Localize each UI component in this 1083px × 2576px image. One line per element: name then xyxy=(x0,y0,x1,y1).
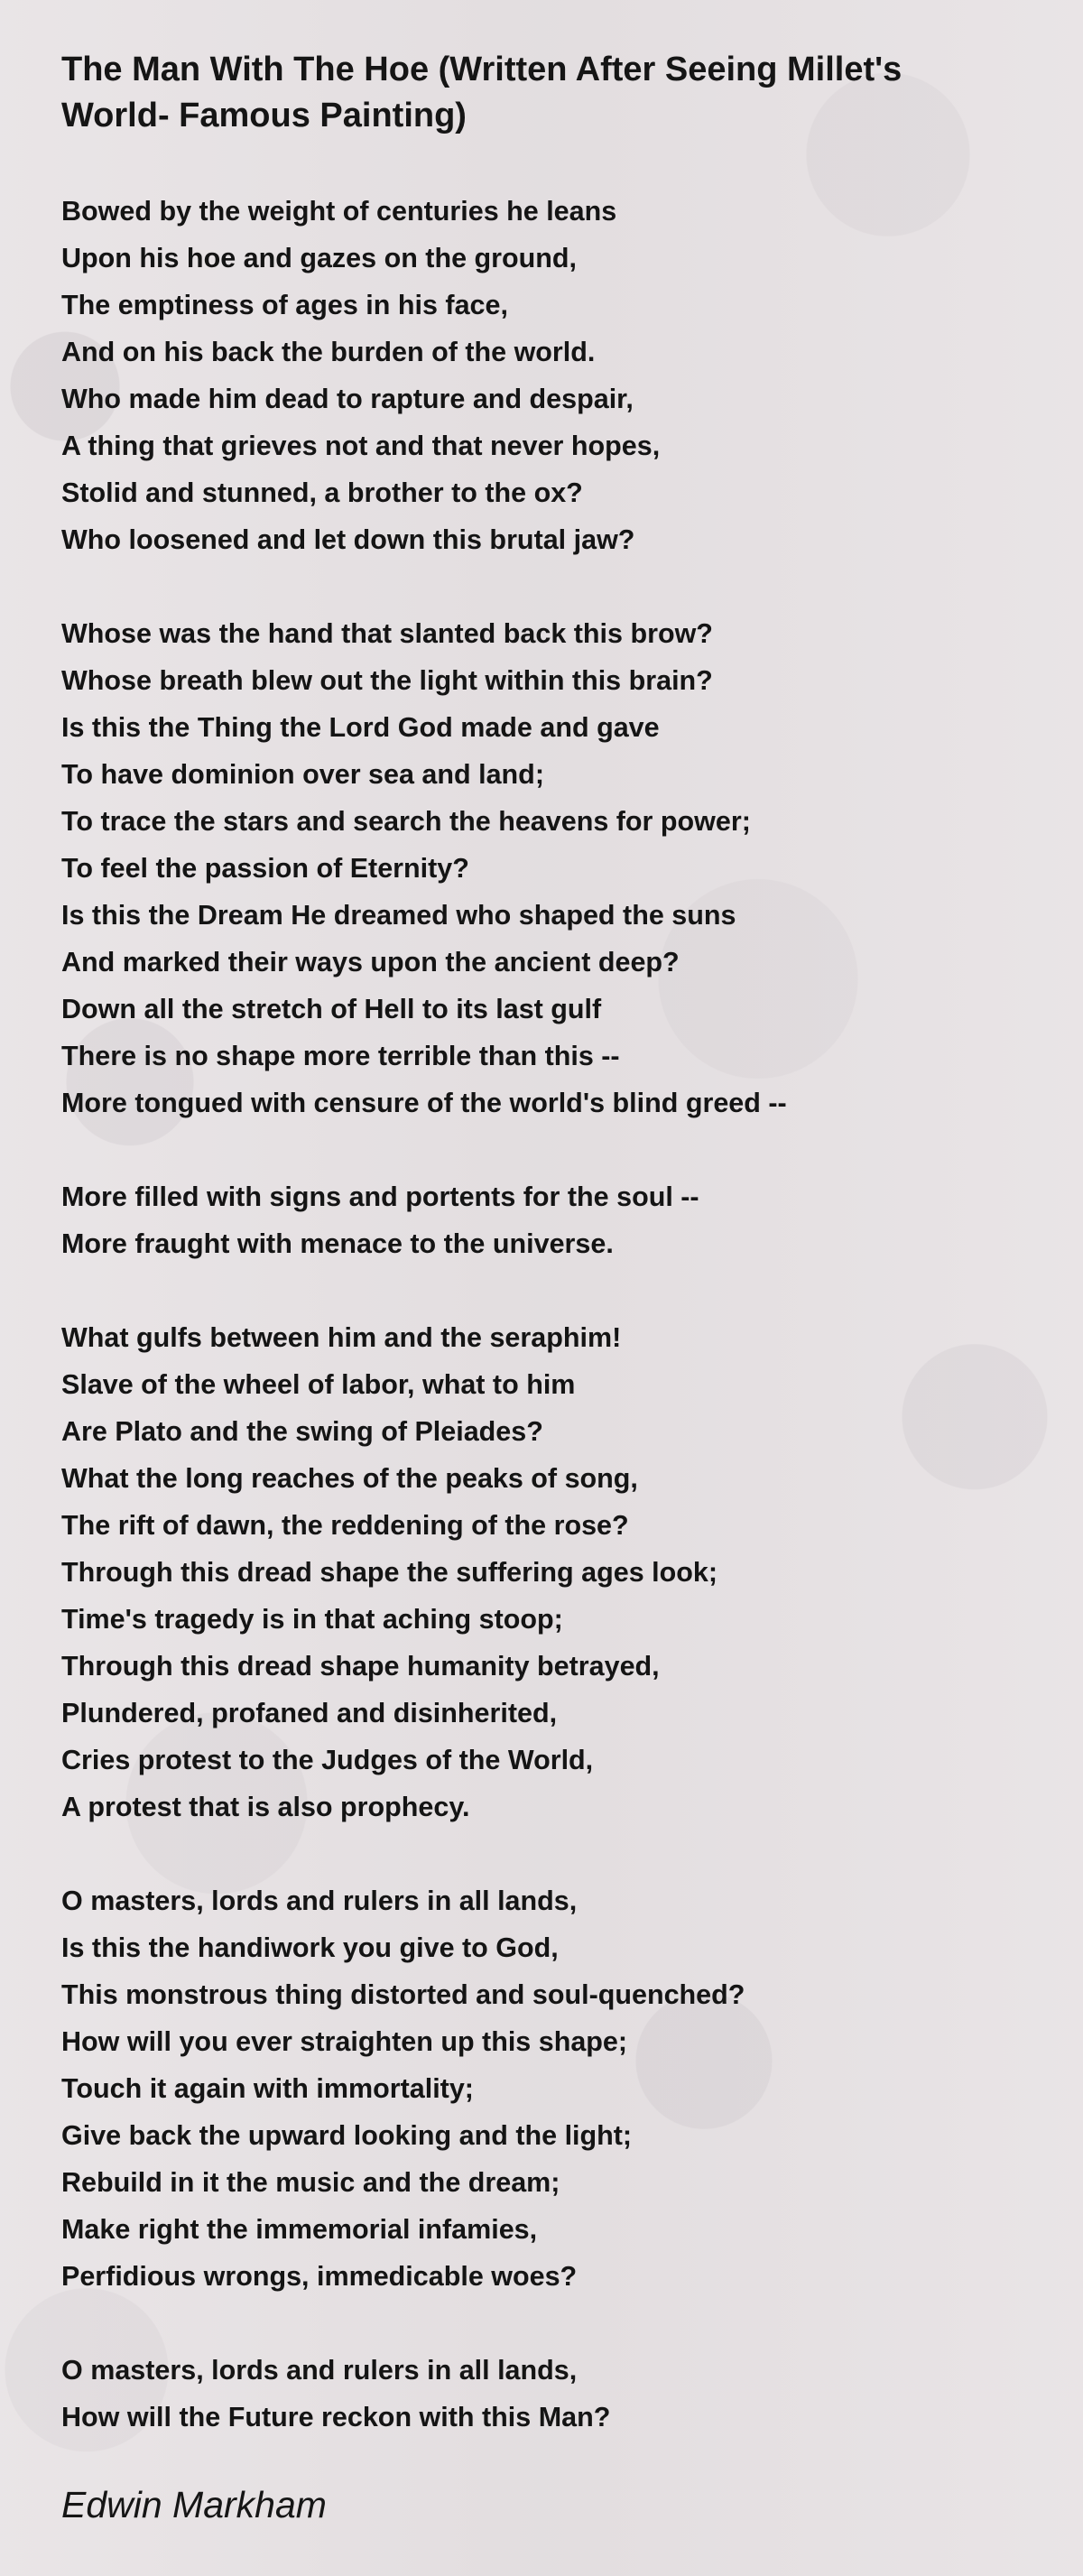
poem-line: Cries protest to the Judges of the World, xyxy=(61,1745,594,1775)
poem-line: To feel the passion of Eternity? xyxy=(61,853,469,884)
poem-author: Edwin Markham xyxy=(61,2484,327,2525)
poem-line: How will the Future reckon with this Man? xyxy=(61,2402,611,2432)
poem-stanza xyxy=(61,2347,1036,2441)
poem-line: More fraught with menace to the universe. xyxy=(61,1228,614,1259)
poem-line: Make right the immemorial infamies, xyxy=(61,2214,538,2245)
poem-line: Bowed by the weight of centuries he leans xyxy=(61,196,617,227)
poem-line: Who loosened and let down this brutal jaw? xyxy=(61,524,635,555)
poem-stanza xyxy=(61,1173,1036,1267)
poem-line: The rift of dawn, the reddening of the rose? xyxy=(61,1510,629,1541)
poem-line: Touch it again with immortality; xyxy=(61,2073,474,2104)
poem-line: How will you ever straighten up this shape; xyxy=(61,2026,628,2057)
poem-body xyxy=(61,188,1036,2488)
poem-line: Through this dread shape humanity betrayed, xyxy=(61,1651,660,1682)
poem-line: Through this dread shape the suffering ages look; xyxy=(61,1557,717,1588)
poem-line: Time's tragedy is in that aching stoop; xyxy=(61,1604,563,1635)
poem-line: And marked their ways upon the ancient deep? xyxy=(61,947,680,978)
poem-line: The emptiness of ages in his face, xyxy=(61,290,508,320)
poem-line: Perfidious wrongs, immedicable woes? xyxy=(61,2261,578,2292)
poem-line: A protest that is also prophecy. xyxy=(61,1792,470,1822)
poem-line: What the long reaches of the peaks of song, xyxy=(61,1463,638,1494)
poem-line: To trace the stars and search the heavens for power; xyxy=(61,806,751,837)
poem-line: Whose breath blew out the light within this brain? xyxy=(61,665,713,696)
poem-line: And on his back the burden of the world. xyxy=(61,337,596,367)
poem-line: Are Plato and the swing of Pleiades? xyxy=(61,1416,543,1447)
poem-line: Is this the Dream He dreamed who shaped the suns xyxy=(61,900,736,931)
poem-line: What gulfs between him and the seraphim! xyxy=(61,1322,622,1353)
poem-line: To have dominion over sea and land; xyxy=(61,759,544,790)
poem-line: Stolid and stunned, a brother to the ox? xyxy=(61,477,583,508)
poem-line: O masters, lords and rulers in all lands, xyxy=(61,1886,578,1916)
poem-stanza xyxy=(61,1314,1036,1830)
poem-line: Give back the upward looking and the light; xyxy=(61,2120,633,2151)
poem-line: Is this the handiwork you give to God, xyxy=(61,1932,559,1963)
poem-line: More filled with signs and portents for the soul -- xyxy=(61,1181,699,1212)
poem-line: O masters, lords and rulers in all lands, xyxy=(61,2355,578,2386)
poem-line: Who made him dead to rapture and despair, xyxy=(61,384,634,414)
poem-line: Slave of the wheel of labor, what to him xyxy=(61,1369,576,1400)
poem-line: Down all the stretch of Hell to its last gulf xyxy=(61,994,602,1024)
poem-line: Upon his hoe and gazes on the ground, xyxy=(61,243,578,273)
poem-line: This monstrous thing distorted and soul-quenched? xyxy=(61,1979,745,2010)
poem-line: Is this the Thing the Lord God made and gave xyxy=(61,712,660,743)
poem-line: A thing that grieves not and that never hopes, xyxy=(61,431,661,461)
poem-stanza xyxy=(61,188,1036,563)
poem-title: The Man With The Hoe (Written After Seeing Millet's World- Famous Painting) xyxy=(61,51,902,134)
poem-stanza xyxy=(61,1877,1036,2300)
poem-line: There is no shape more terrible than this -- xyxy=(61,1041,620,1071)
poem-stanza xyxy=(61,610,1036,1126)
poem-line: More tongued with censure of the world's blind greed -- xyxy=(61,1088,787,1118)
poem-line: Plundered, profaned and disinherited, xyxy=(61,1698,558,1728)
poem-line: Rebuild in it the music and the dream; xyxy=(61,2167,560,2198)
poem-line: Whose was the hand that slanted back this brow? xyxy=(61,618,713,649)
